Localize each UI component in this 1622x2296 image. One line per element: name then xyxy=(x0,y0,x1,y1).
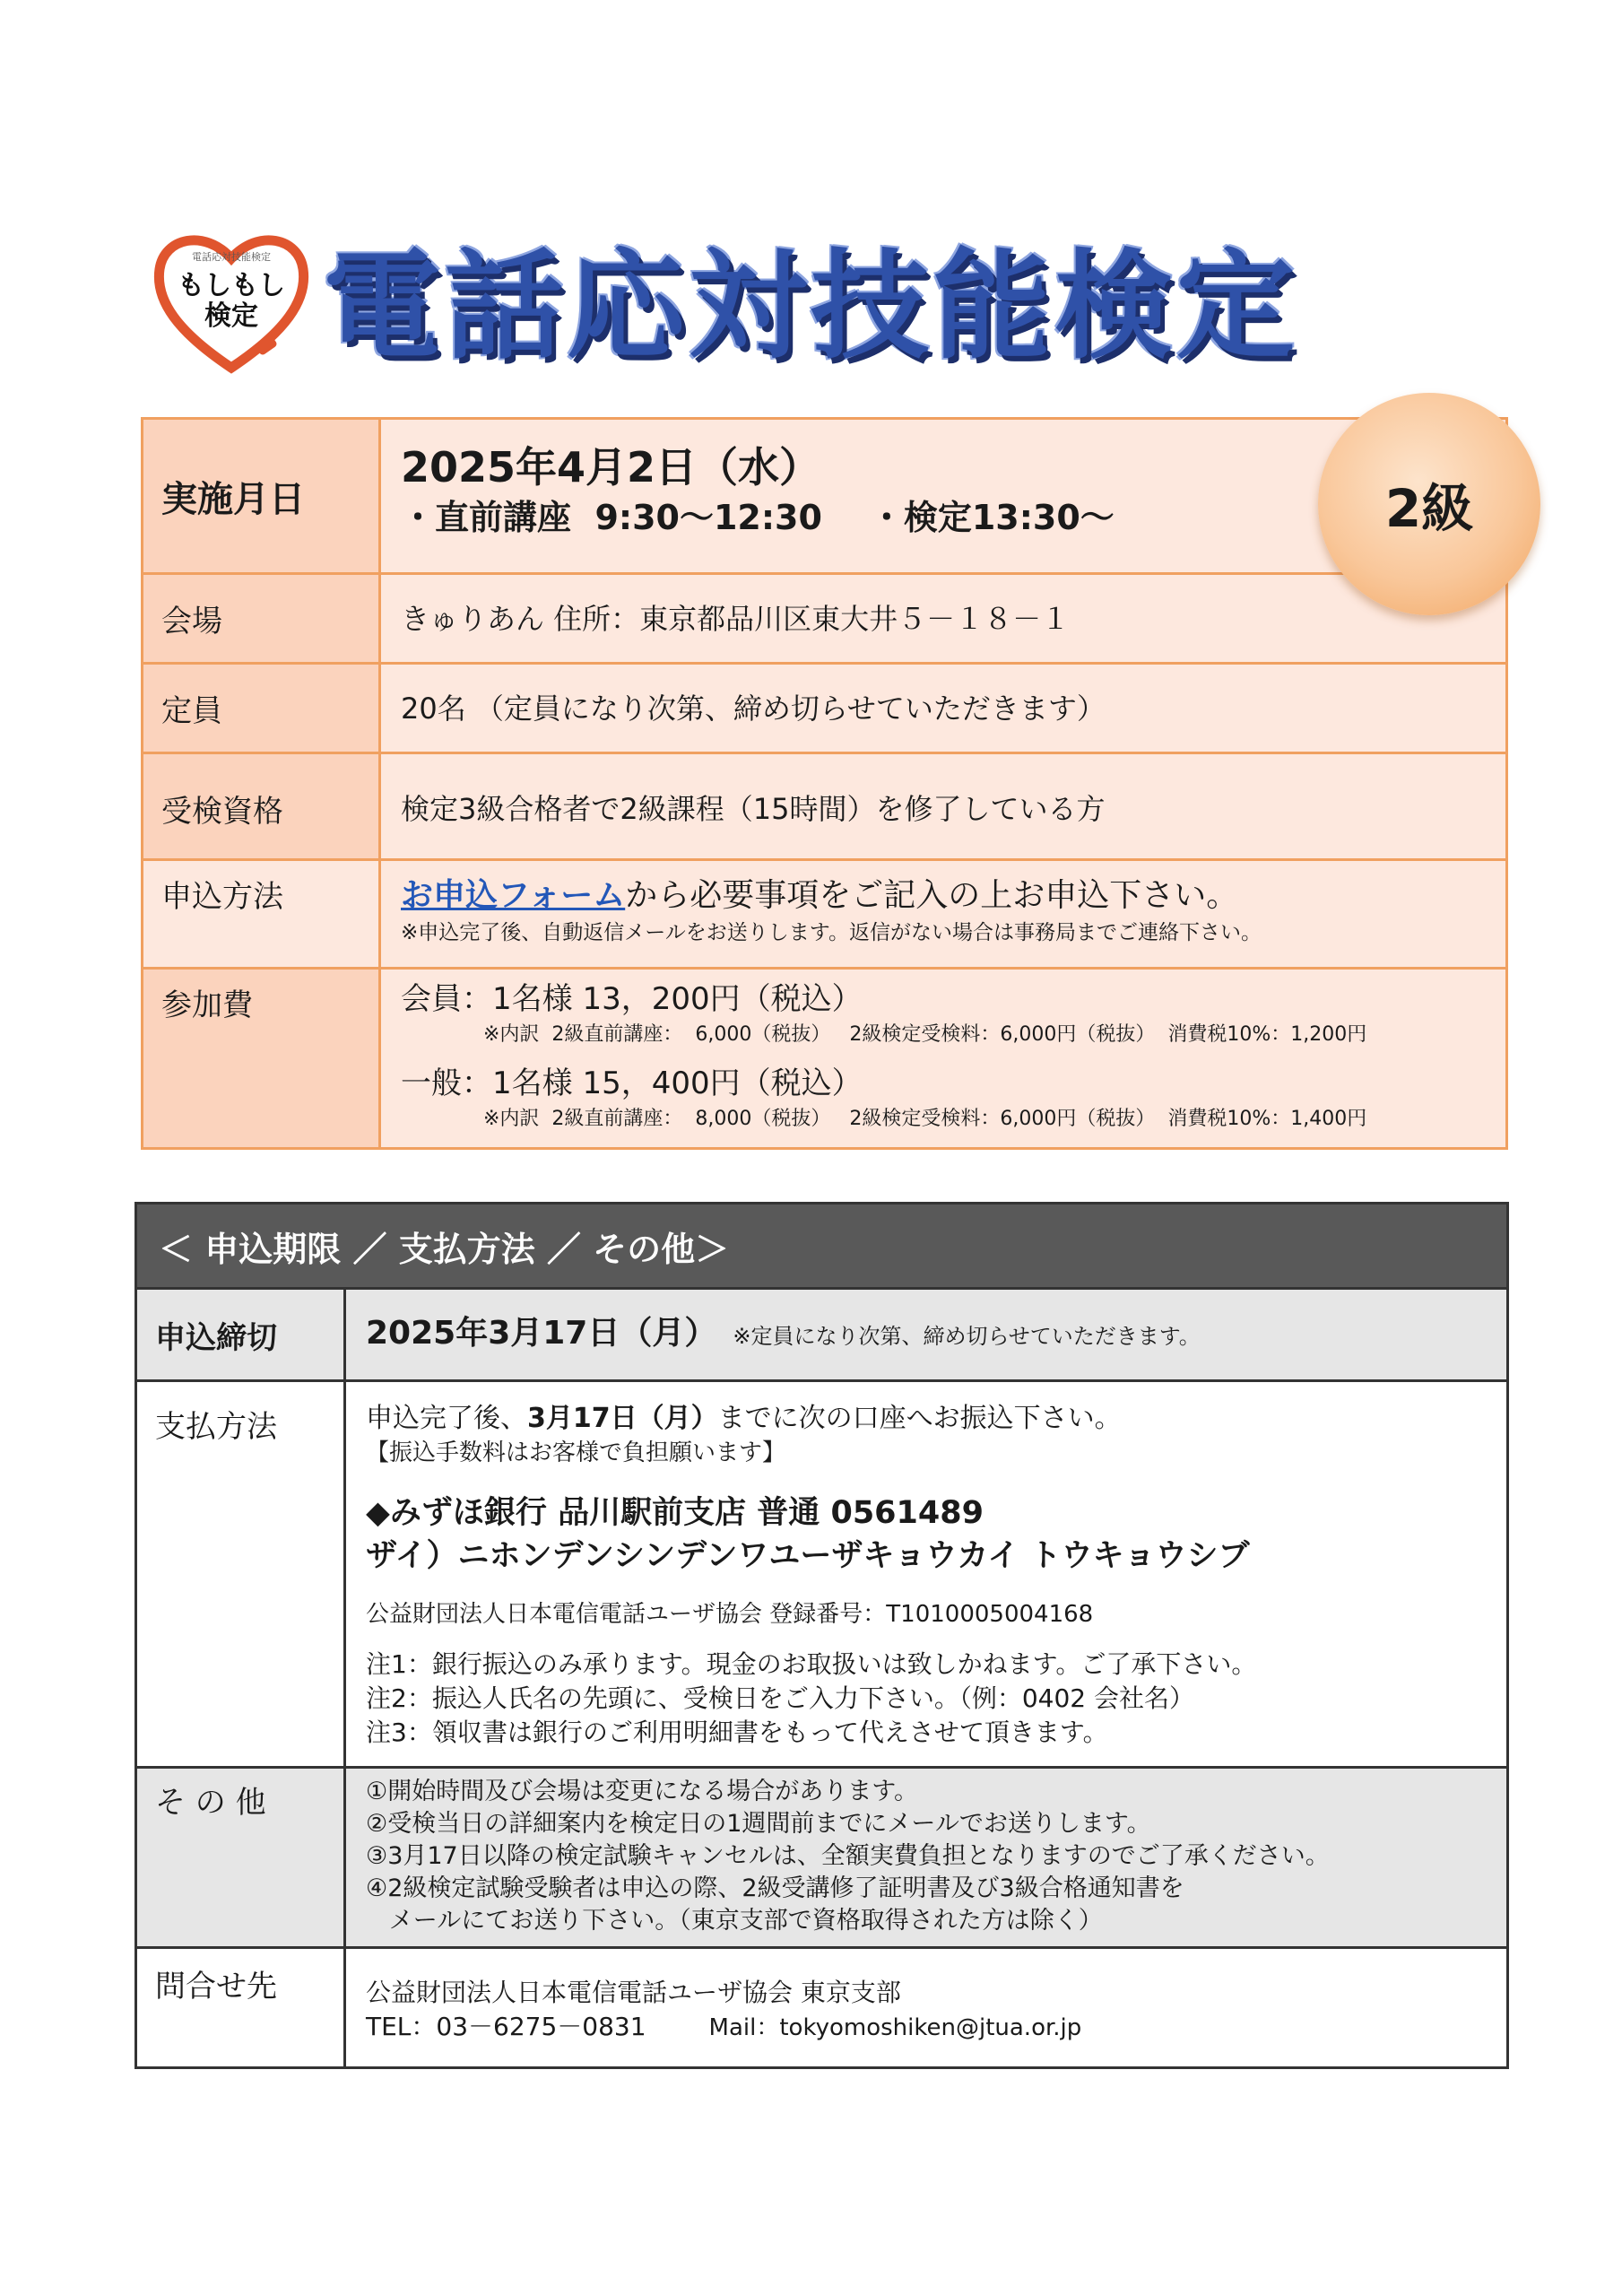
row-date xyxy=(143,419,1507,574)
row-eligibility xyxy=(143,753,1507,860)
deadline-cell xyxy=(345,1289,1508,1381)
eligibility-value: 検定3級合格者で2級課程（15時間）を修了している方 xyxy=(380,753,1507,860)
row-contact xyxy=(136,1948,1508,2068)
registration-number: 公益財団法人日本電信電話ユーザ協会 登録番号：T1010005004168 xyxy=(366,1601,1094,1628)
contact-org: 公益財団法人日本電信電話ユーザ協会 東京支部 xyxy=(366,1978,901,2007)
misc-item-5: メールにてお送り下さい。（東京支部で資格取得された方は除く） xyxy=(366,1907,1103,1935)
payment-label: 支払方法 xyxy=(136,1381,345,1768)
payment-note-1: 注1：銀行振込のみ承ります。現金のお取扱いは致しかねます。ご了承下さい。 xyxy=(366,1649,1257,1679)
payment-line1-post: までに次の口座へお振込下さい。 xyxy=(717,1403,1122,1434)
payment-note-2: 注2：振込人氏名の先頭に、受検日をご入力下さい。（例：0402 会社名） xyxy=(366,1683,1194,1713)
misc-label: そ の 他 xyxy=(136,1768,345,1948)
exam-date: 2025年4月2日（水） xyxy=(401,443,821,491)
apply-note: ※申込完了後、自動返信メールをお送りします。返信がない場合は事務局までご連絡下さい。 xyxy=(401,921,1262,944)
apply-cell xyxy=(380,860,1507,969)
misc-item-2: ②受検当日の詳細案内を検定日の1週間前までにメールでお送りします。 xyxy=(366,1810,1151,1838)
deadline-date: 2025年3月17日（月） xyxy=(366,1314,717,1352)
row-venue xyxy=(143,574,1507,664)
moshimoshi-logo xyxy=(151,224,312,377)
payment-line1-bold: 3月17日（月） xyxy=(527,1403,718,1434)
date-label: 実施月日 xyxy=(143,419,380,574)
section-heading: ＜ 申込期限 ／ 支払方法 ／ その他＞ xyxy=(136,1204,1508,1289)
deadline-payment-table xyxy=(134,1202,1509,2069)
fee-member: 会員：1名様 13，200円（税込） xyxy=(401,981,863,1017)
capacity-label: 定員 xyxy=(143,664,380,753)
payment-cell xyxy=(345,1381,1508,1768)
logo-text-line2: 検定 xyxy=(204,300,258,332)
exam-info-table xyxy=(141,417,1508,1150)
fee-general: 一般：1名様 15，400円（税込） xyxy=(401,1065,863,1101)
venue-label: 会場 xyxy=(143,574,380,664)
bank-line1: ◆みずほ銀行 品川駅前支店 普通 0561489 xyxy=(366,1495,984,1531)
capacity-value: 20名 （定員になり次第、締め切らせていただきます） xyxy=(380,664,1507,753)
payment-note-3: 注3：領収書は銀行のご利用明細書をもって代えさせて頂きます。 xyxy=(366,1718,1108,1747)
contact-mail-link[interactable]: Mail：tokyomoshiken@jtua.or.jp xyxy=(708,2014,1082,2041)
page-title: 電話応対技能検定 xyxy=(323,238,1298,376)
fee-member-note: ※内訳 2級直前講座： 6,000（税抜） 2級検定受検料：6,000円（税抜） 消費税10%：1,200円 xyxy=(483,1023,1367,1046)
logo-small-text: 電話応対技能検定 xyxy=(192,251,271,263)
contact-tel: TEL：03－6275－0831 xyxy=(366,2012,646,2041)
deadline-note: ※定員になり次第、締め切らせていただきます。 xyxy=(733,1323,1201,1349)
misc-item-4: ④2級検定試験受験者は申込の際、2級受講修了証明書及び3級合格通知書を xyxy=(366,1874,1184,1902)
row-apply xyxy=(143,860,1507,969)
row-misc xyxy=(136,1768,1508,1948)
row-deadline xyxy=(136,1289,1508,1381)
deadline-label: 申込締切 xyxy=(136,1289,345,1381)
contact-cell xyxy=(345,1948,1508,2068)
misc-item-1: ①開始時間及び会場は変更になる場合があります。 xyxy=(366,1778,919,1805)
row-fee xyxy=(143,969,1507,1149)
apply-text: から必要事項をご記入の上お申込下さい。 xyxy=(625,877,1239,914)
contact-label: 問合せ先 xyxy=(136,1948,345,2068)
exam-times: ・直前講座 9:30〜12:30 ・検定13:30〜 xyxy=(401,498,1115,537)
payment-line2: 【振込手数料はお客様で負担願います】 xyxy=(366,1439,786,1466)
eligibility-label: 受検資格 xyxy=(143,753,380,860)
fee-cell xyxy=(380,969,1507,1149)
misc-item-3: ③3月17日以降の検定試験キャンセルは、全額実費負担となりますのでご了承ください。 xyxy=(366,1842,1330,1870)
fee-general-note: ※内訳 2級直前講座： 8,000（税抜） 2級検定受検料：6,000円（税抜） 消費税10%：1,400円 xyxy=(483,1108,1367,1130)
payment-line1-pre: 申込完了後、 xyxy=(366,1403,527,1434)
apply-label: 申込方法 xyxy=(143,860,380,969)
misc-cell xyxy=(345,1768,1508,1948)
grade-badge: 2級 xyxy=(1318,393,1540,615)
bank-line2: ザイ）ニホンデンシンデンワユーザキョウカイ トウキョウシブ xyxy=(366,1538,1250,1574)
logo-text-line1: もしもし xyxy=(178,270,285,301)
row-capacity xyxy=(143,664,1507,753)
apply-form-link[interactable]: お申込フォーム xyxy=(401,877,626,914)
row-payment xyxy=(136,1381,1508,1768)
fee-label: 参加費 xyxy=(143,969,380,1149)
venue-value: きゅりあん 住所：東京都品川区東大井５－１８－１ xyxy=(380,574,1507,664)
